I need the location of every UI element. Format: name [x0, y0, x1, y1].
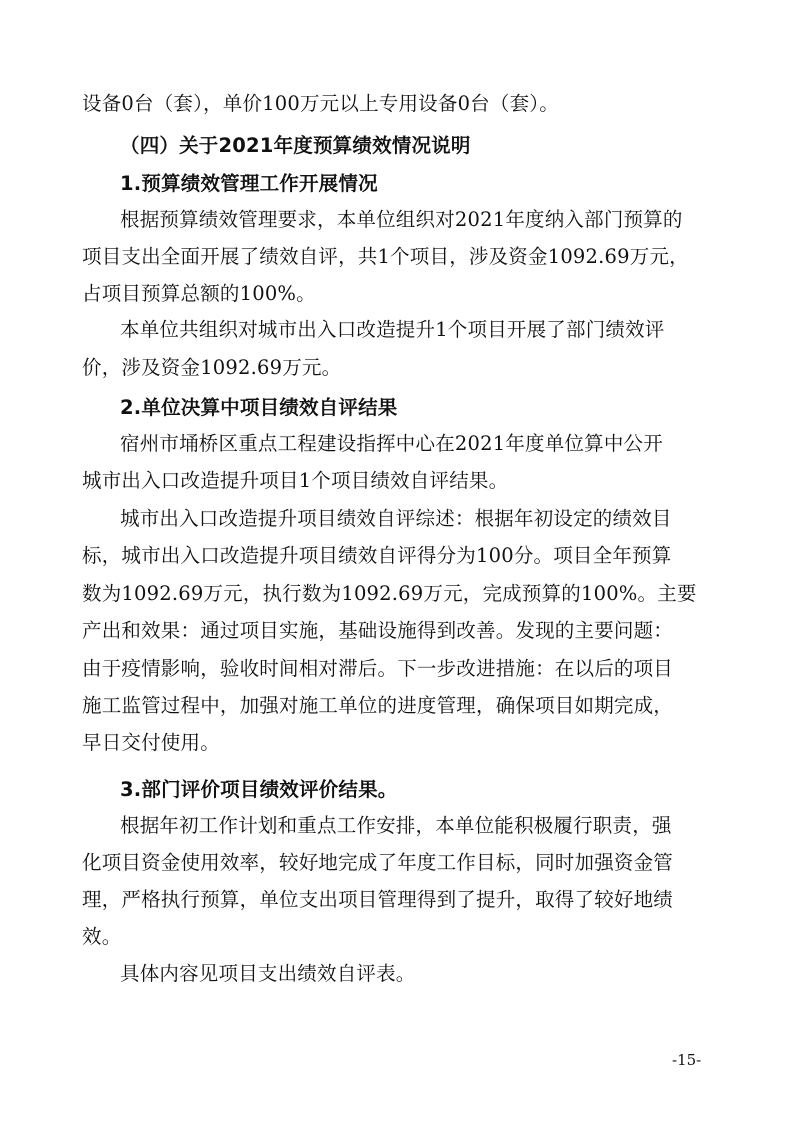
body-text-line: 城市出入口改造提升项目1个项目绩效自评结果。: [82, 469, 509, 492]
body-text-line: 效。: [82, 925, 122, 948]
body-text-line: 化项目资金使用效率，较好地完成了年度工作目标，同时加强资金管: [82, 851, 674, 874]
body-text-line: 标，城市出入口改造提升项目绩效自评得分为100分。项目全年预算: [82, 544, 672, 567]
body-text-line: 本单位共组织对城市出入口改造提升1个项目开展了部门绩效评: [120, 318, 665, 341]
body-text-line: 由于疫情影响，验收时间相对滞后。下一步改进措施：在以后的项目: [82, 657, 674, 680]
body-text-line: 占项目预算总额的100%。: [82, 282, 316, 305]
body-text-line: 宿州市埇桥区重点工程建设指挥中心在2021年度单位算中公开: [120, 432, 663, 455]
body-text-line: 城市出入口改造提升项目绩效自评综述：根据年初设定的绩效目: [120, 507, 672, 530]
body-text-line: 根据年初工作计划和重点工作安排，本单位能积极履行职责，强: [120, 814, 672, 837]
body-text-line: 数为1092.69万元，执行数为1092.69万元，完成预算的100%。主要: [82, 582, 697, 605]
subsection-heading: 3.部门评价项目绩效评价结果。: [120, 778, 398, 801]
body-text-line: 根据预算绩效管理要求，本单位组织对2021年度纳入部门预算的: [120, 208, 683, 231]
subsection-heading: 1.预算绩效管理工作开展情况: [120, 172, 378, 195]
body-text-line: 产出和效果：通过项目实施，基础设施得到改善。发现的主要问题：: [82, 619, 674, 642]
body-text-line: 价，涉及资金1092.69万元。: [82, 356, 342, 379]
page-number: -15-: [672, 1051, 702, 1069]
body-text-line: 项目支出全面开展了绩效自评，共1个项目，涉及资金1092.69万元，: [82, 245, 689, 268]
section-heading: （四）关于2021年度预算绩效情况说明: [120, 134, 471, 157]
body-text-line: 早日交付使用。: [82, 731, 220, 754]
body-text-line: 施工监管过程中，加强对施工单位的进度管理，确保项目如期完成，: [82, 694, 674, 717]
subsection-heading: 2.单位决算中项目绩效自评结果: [120, 396, 398, 419]
body-text-line: 具体内容见项目支出绩效自评表。: [120, 962, 416, 985]
body-text-line: 理，严格执行预算，单位支出项目管理得到了提升，取得了较好地绩: [82, 888, 674, 911]
body-text-line: 设备0台（套），单价100万元以上专用设备0台（套）。: [82, 92, 559, 115]
